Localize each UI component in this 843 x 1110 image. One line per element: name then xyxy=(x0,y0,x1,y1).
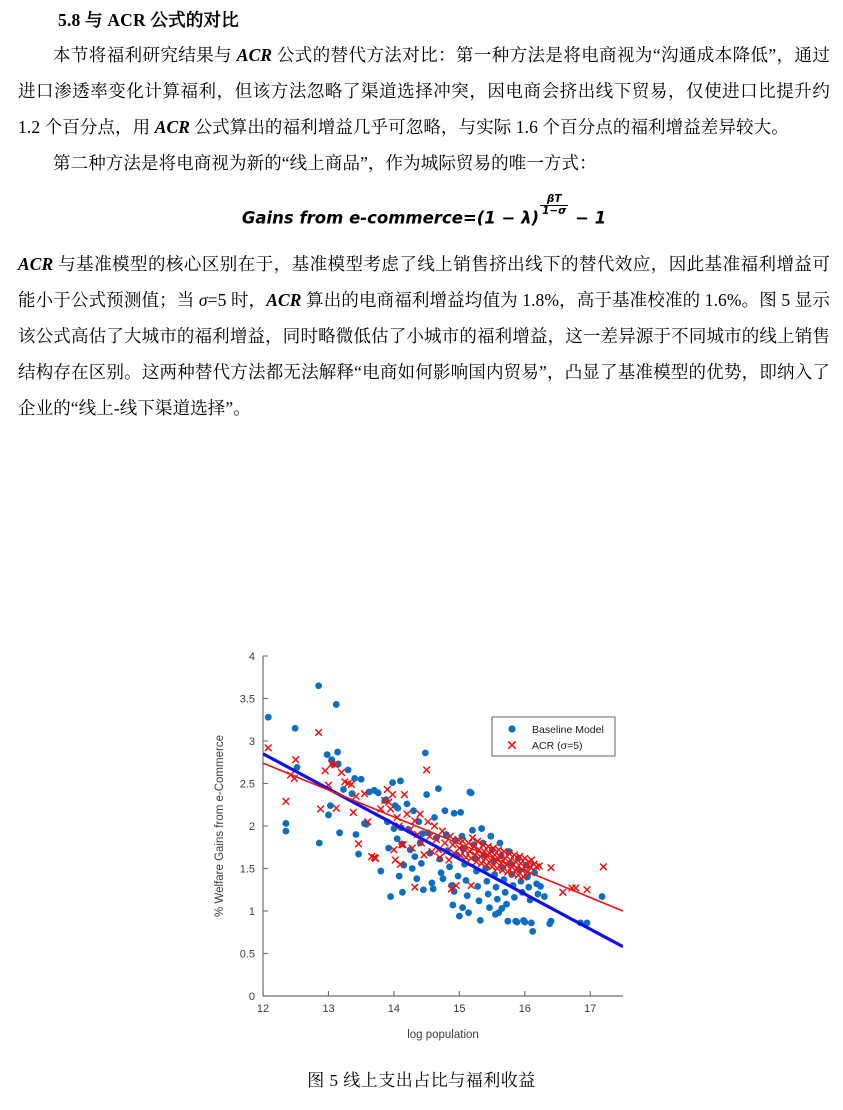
baseline-point xyxy=(446,863,453,870)
baseline-point xyxy=(493,896,500,903)
baseline-point xyxy=(282,828,289,835)
acr-point xyxy=(431,823,437,829)
acr-point xyxy=(292,757,298,763)
baseline-point xyxy=(325,812,332,819)
baseline-point xyxy=(484,891,491,898)
paragraph-two: 第二种方法是将电商视为新的“线上商品”，作为城际贸易的唯一方式： xyxy=(53,153,597,173)
baseline-point xyxy=(449,902,456,909)
acr-point xyxy=(439,828,445,834)
baseline-point xyxy=(478,825,485,832)
baseline-point xyxy=(394,805,401,812)
acr-point xyxy=(548,865,554,871)
acr-point xyxy=(338,770,344,776)
baseline-point xyxy=(395,873,402,880)
baseline-point xyxy=(355,851,362,858)
baseline-point xyxy=(385,845,392,852)
acr-point xyxy=(333,805,339,811)
baseline-point xyxy=(397,778,404,785)
baseline-point xyxy=(323,751,330,758)
figure-caption: 图 5 线上支出占比与福利收益 xyxy=(307,1071,536,1090)
baseline-point xyxy=(357,776,364,783)
baseline-point xyxy=(491,911,498,918)
acr-point xyxy=(423,767,429,773)
baseline-point xyxy=(504,918,511,925)
legend-marker-circle xyxy=(508,725,515,732)
baseline-point xyxy=(418,860,425,867)
chart-svg xyxy=(207,640,637,1052)
formula-base: (1 − λ) xyxy=(476,208,540,228)
y-tick-label: 3 xyxy=(248,736,255,748)
acr-point xyxy=(404,811,410,817)
formula-exponent-numerator: βT xyxy=(546,193,562,205)
acr-point xyxy=(445,857,451,863)
y-tick-label: 1 xyxy=(248,906,255,918)
baseline-point xyxy=(431,814,438,821)
acr-point xyxy=(495,847,501,853)
acr-term: ACR xyxy=(18,253,54,274)
x-tick-label: 17 xyxy=(583,1003,596,1015)
chart-legend xyxy=(492,717,615,756)
acr-point xyxy=(355,841,361,847)
acr-point xyxy=(387,806,393,812)
baseline-point xyxy=(408,865,415,872)
baseline-point xyxy=(423,791,430,798)
legend-label-1: Baseline Model xyxy=(531,724,604,736)
baseline-point xyxy=(352,831,359,838)
baseline-point xyxy=(437,869,444,876)
baseline-point xyxy=(454,873,461,880)
baseline-point xyxy=(498,905,505,912)
formula-exponent-fraction xyxy=(540,194,568,217)
formula-exponent-denominator: 1−σ xyxy=(542,205,567,218)
acr-point xyxy=(322,768,328,774)
acr-term: ACR xyxy=(266,289,302,310)
x-tick-label: 14 xyxy=(387,1003,400,1015)
y-tick-label: 3.5 xyxy=(239,693,255,706)
baseline-point xyxy=(419,886,426,893)
baseline-point xyxy=(465,909,472,916)
baseline-point xyxy=(450,810,457,817)
baseline-point xyxy=(439,875,446,882)
para1-part-a: 本节将福利研究结果与 xyxy=(53,45,237,65)
acr-point xyxy=(600,864,606,870)
acr-point xyxy=(421,852,427,858)
baseline-point xyxy=(475,897,482,904)
baseline-point xyxy=(429,886,436,893)
para3-part-c: 算出的电商福利增益均值为 1.8%，高于基准校准的 1.6%。图 5 显示该公式高估了大城市的福利增益，同时略微低估了小城市的福利增益，这一差异源于不同城市的线上销售结构存在区别。这两种替代方法都无法解释“电商如何影响国内贸易”，凸显了基准模型的优势，即纳入了企业的“线上-线下渠道选择”。 xyxy=(18,289,830,418)
acr-point xyxy=(317,806,323,812)
x-tick-label: 13 xyxy=(321,1003,335,1015)
baseline-point xyxy=(435,785,442,792)
baseline-point xyxy=(459,904,466,911)
baseline-point xyxy=(487,833,494,840)
formula-lhs: Gains from e-commerce xyxy=(241,208,463,228)
baseline-point xyxy=(377,868,384,875)
x-tick-label: 12 xyxy=(256,1003,269,1015)
section-heading: 5.8 与 ACR 公式的对比 xyxy=(58,10,239,30)
acr-point xyxy=(468,883,474,889)
baseline-point xyxy=(334,749,341,756)
acr-point xyxy=(389,792,395,798)
baseline-point xyxy=(547,918,554,925)
acr-point xyxy=(584,887,590,893)
baseline-point xyxy=(399,889,406,896)
acr-gains-formula xyxy=(18,193,830,234)
y-tick-label: 2 xyxy=(248,821,255,833)
trendline-baseline xyxy=(263,754,623,947)
y-tick-label: 0 xyxy=(248,991,255,1003)
acr-point xyxy=(350,810,356,816)
baseline-point xyxy=(501,889,508,896)
baseline-point xyxy=(413,875,420,882)
baseline-point xyxy=(374,789,381,796)
legend-label-2: ACR (σ=5) xyxy=(531,740,583,752)
baseline-point xyxy=(455,913,462,920)
baseline-point xyxy=(529,928,536,935)
baseline-point xyxy=(527,920,534,927)
baseline-point xyxy=(510,894,517,901)
baseline-point xyxy=(389,779,396,786)
paragraph-one xyxy=(18,37,830,145)
baseline-point xyxy=(264,714,271,721)
baseline-point xyxy=(537,883,544,890)
baseline-point xyxy=(463,892,470,899)
para1-part-b: 公式的替代方法对比：第一种方法是将电商视为“沟通成本降低”，通过进口渗透率变化计算福利，但该方法忽略了渠道选择冲突，因电商会挤出线下贸易，仅使进口比提升约 1.2 个百分点，用 xyxy=(18,45,830,137)
y-tick-label: 0.5 xyxy=(239,948,255,961)
formula-tail: − 1 xyxy=(569,208,607,228)
baseline-point xyxy=(474,883,481,890)
x-tick-label: 15 xyxy=(452,1003,465,1015)
baseline-point xyxy=(351,775,358,782)
baseline-point xyxy=(496,840,503,847)
scatter-chart xyxy=(207,640,637,1052)
acr-point xyxy=(265,745,271,751)
baseline-point xyxy=(476,917,483,924)
acr-point xyxy=(315,730,321,736)
acr-point xyxy=(417,811,423,817)
baseline-point xyxy=(387,893,394,900)
baseline-point xyxy=(421,750,428,757)
baseline-point xyxy=(525,884,532,891)
baseline-point xyxy=(291,725,298,732)
y-tick-label: 2.5 xyxy=(239,778,255,791)
baseline-point xyxy=(336,829,343,836)
acr-point xyxy=(517,861,523,867)
baseline-point xyxy=(467,789,474,796)
acr-point xyxy=(283,798,289,804)
baseline-point xyxy=(457,809,464,816)
y-axis-title: % Welfare Gains from e-Commerce xyxy=(213,735,226,917)
x-tick-label: 16 xyxy=(518,1003,531,1015)
y-tick-label: 4 xyxy=(248,651,255,663)
baseline-point xyxy=(598,893,605,900)
acr-point xyxy=(392,857,398,863)
acr-point xyxy=(411,884,417,890)
baseline-point xyxy=(332,701,339,708)
baseline-point xyxy=(340,786,347,793)
y-tick-label: 1.5 xyxy=(239,863,255,876)
baseline-point xyxy=(492,884,499,891)
acr-point xyxy=(425,819,431,825)
trendline-acr xyxy=(263,763,623,911)
acr-point xyxy=(511,852,517,858)
acr-point xyxy=(485,844,491,850)
document-body xyxy=(18,6,830,426)
baseline-point xyxy=(411,853,418,860)
para3-part-b: =5 时， xyxy=(207,289,267,310)
para3-part-a: 与基准模型的核心区别在于，基准模型考虑了线上销售挤出线下的替代效应，因此基准福利增益可能小于公式预测值；当 xyxy=(18,253,830,310)
paragraph-three xyxy=(18,246,830,426)
baseline-point xyxy=(486,904,493,911)
baseline-point xyxy=(483,878,490,885)
baseline-point xyxy=(315,840,322,847)
baseline-point xyxy=(393,835,400,842)
acr-term: ACR xyxy=(154,117,191,137)
x-axis-title: log population xyxy=(406,1029,479,1041)
baseline-point xyxy=(403,801,410,808)
baseline-point xyxy=(534,891,541,898)
baseline-point xyxy=(410,807,417,814)
acr-point xyxy=(401,792,407,798)
para1-part-c: 公式算出的福利增益几乎可忽略，与实际 1.6 个百分点的福利增益差异较大。 xyxy=(190,117,789,137)
baseline-point xyxy=(513,919,520,926)
baseline-point xyxy=(344,767,351,774)
formula-equals: = xyxy=(462,208,477,228)
acr-point xyxy=(478,861,484,867)
acr-point xyxy=(442,840,448,846)
figure-5 xyxy=(0,640,843,1094)
baseline-point xyxy=(541,893,548,900)
sigma-symbol: σ xyxy=(198,289,208,310)
acr-point xyxy=(559,889,565,895)
baseline-point xyxy=(521,919,528,926)
baseline-point xyxy=(469,827,476,834)
baseline-point xyxy=(428,880,435,887)
acr-term: ACR xyxy=(236,45,273,65)
acr-point xyxy=(391,847,397,853)
baseline-point xyxy=(282,820,289,827)
baseline-point xyxy=(315,682,322,689)
baseline-point xyxy=(441,807,448,814)
